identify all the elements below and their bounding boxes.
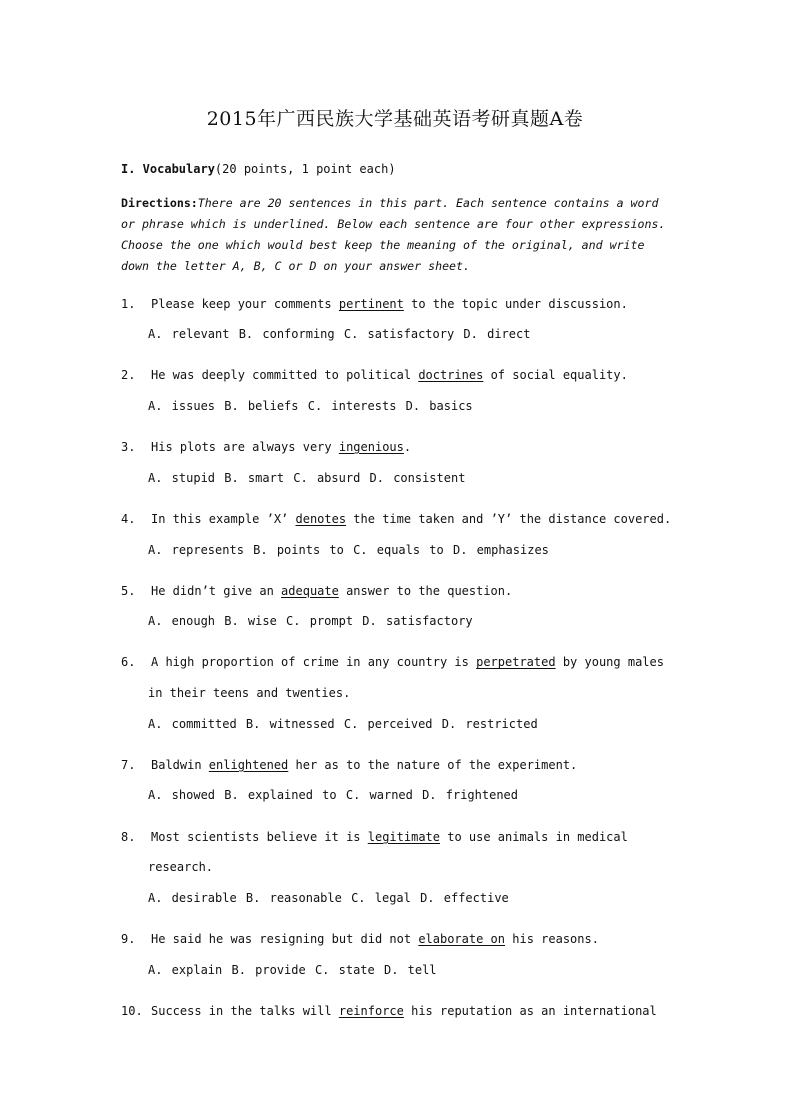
underlined-word: pertinent <box>338 297 404 311</box>
question-stem: Success in the talks will reinforce his reputation as an international <box>151 1004 657 1018</box>
directions-text: There are 20 sentences in this part. Each sentence contains a word or phrase which is underlined. Below each sentence are four other expressions. Choose the one which would best keep the meaning of the original, and write down the letter A, B, C or D on your answer sheet. <box>121 196 666 273</box>
question-options: A. relevant B. conforming C. satisfactory D. direct <box>148 327 531 341</box>
question-options: A. explain B. provide C. state D. tell <box>148 963 437 977</box>
question-stem: In this example ’X’ denotes the time taken and ’Y’ the distance covered. <box>151 512 672 526</box>
question-number: 7. <box>121 758 136 772</box>
question-options: A. issues B. beliefs C. interests D. basics <box>148 399 473 413</box>
underlined-word: denotes <box>295 512 347 526</box>
underlined-word: perpetrated <box>476 655 556 669</box>
underlined-word: enlightened <box>208 758 289 772</box>
question-options: A. stupid B. smart C. absurd D. consistent <box>148 471 466 485</box>
question-number: 10. <box>121 1004 143 1018</box>
question-number: 4. <box>121 512 136 526</box>
question-number: 5. <box>121 584 136 598</box>
question-options: A. enough B. wise C. prompt D. satisfactory <box>148 614 473 628</box>
question-options: A. committed B. witnessed C. perceived D. restricted <box>148 717 538 731</box>
question-number: 9. <box>121 932 136 946</box>
directions <box>121 193 676 277</box>
question-number: 6. <box>121 655 136 669</box>
directions-label: Directions: <box>121 196 198 210</box>
question-stem: Baldwin enlightened her as to the nature of the experiment. <box>151 758 578 772</box>
question-stem-continued: research. <box>148 860 214 874</box>
question-stem: His plots are always very ingenious. <box>151 440 412 454</box>
question-stem-continued: in their teens and twenties. <box>148 686 351 700</box>
question-number: 3. <box>121 440 136 454</box>
question-options: A. desirable B. reasonable C. legal D. effective <box>148 891 509 905</box>
underlined-word: doctrines <box>418 368 484 382</box>
page-title: 2015年广西民族大学基础英语考研真题A卷 <box>206 108 584 130</box>
question-options: A. represents B. points to C. equals to D. emphasizes <box>148 543 549 557</box>
section-points: (20 points, 1 point each) <box>214 162 396 176</box>
underlined-word: legitimate <box>367 830 440 844</box>
question-number: 2. <box>121 368 136 382</box>
question-stem: Most scientists believe it is legitimate to use animals in medical <box>151 830 628 844</box>
question-stem: He didn’t give an adequate answer to the question. <box>151 584 513 598</box>
underlined-word: ingenious <box>338 440 404 454</box>
question-stem: He said he was resigning but did not elaborate on his reasons. <box>151 932 599 946</box>
underlined-word: adequate <box>281 584 339 598</box>
underlined-word: reinforce <box>338 1004 404 1018</box>
question-number: 1. <box>121 297 136 311</box>
section-title: I. Vocabulary <box>121 162 215 176</box>
question-stem: Please keep your comments pertinent to the topic under discussion. <box>151 297 628 311</box>
question-options: A. showed B. explained to C. warned D. frightened <box>148 788 519 802</box>
underlined-word: elaborate on <box>418 932 506 946</box>
section-heading <box>121 162 396 176</box>
question-stem: A high proportion of crime in any country is perpetrated by young males <box>151 655 664 669</box>
question-number: 8. <box>121 830 136 844</box>
question-stem: He was deeply committed to political doctrines of social equality. <box>151 368 628 382</box>
